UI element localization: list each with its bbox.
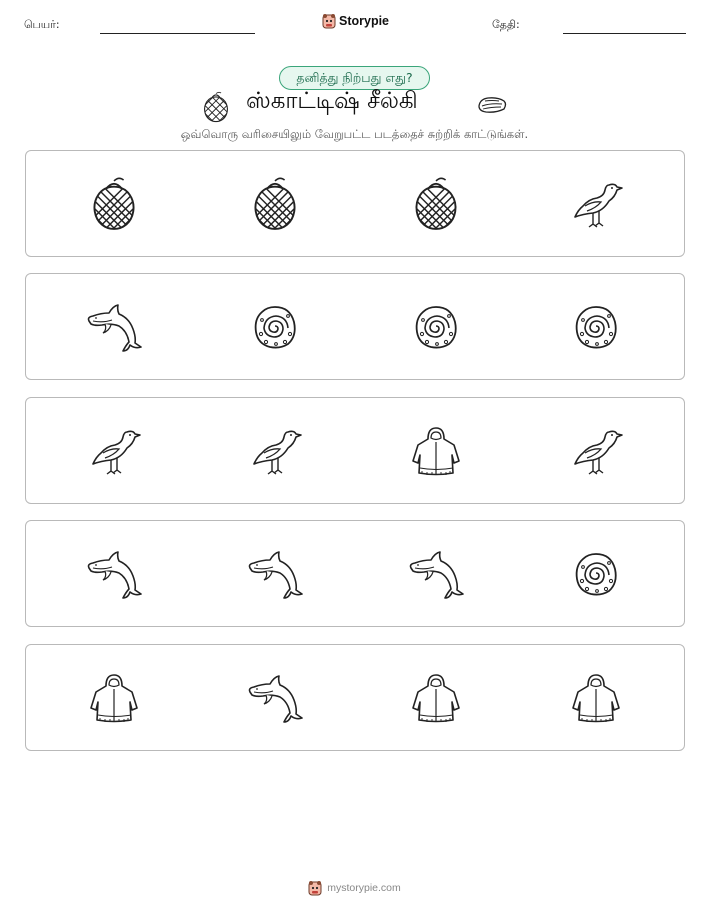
row-item-hooded-cloak[interactable] [406,645,466,750]
net-bag-icon [251,177,299,231]
row-item-net-bag[interactable] [84,151,144,256]
row-item-dolphin[interactable] [406,521,466,626]
brand-name: Storypie [339,14,390,28]
footer-url[interactable]: mystorypie.com [327,882,401,894]
row-item-net-bag[interactable] [245,151,305,256]
net-bag-icon [202,91,230,127]
net-bag-icon [90,177,138,231]
name-label: பெயர்: [24,18,60,31]
net-bag-icon [412,177,460,231]
instruction-text: ஒவ்வொரு வரிசையிலும் வேறுபட்ட படத்தைச் சுற்றிக் காட்டுங்கள். [180,127,529,141]
dolphin-icon [246,672,304,724]
row-item-dolphin[interactable] [84,274,144,379]
row-item-shell[interactable] [245,274,305,379]
dolphin-icon [246,548,304,600]
row-item-seagull[interactable] [566,398,626,503]
dolphin-icon [85,548,143,600]
seal-skin-icon [476,94,508,120]
row-item-dolphin[interactable] [245,645,305,750]
dolphin-icon [85,301,143,353]
shell-icon [573,304,619,350]
row-item-dolphin[interactable] [245,521,305,626]
brand-logo [322,13,389,29]
row-item-seagull[interactable] [84,398,144,503]
picture-row-3 [25,397,685,504]
name-line[interactable] [100,33,255,34]
hooded-cloak-icon [88,672,140,724]
row-item-hooded-cloak[interactable] [566,645,626,750]
hooded-cloak-icon [410,672,462,724]
seagull-icon [569,424,623,478]
shell-icon [252,304,298,350]
row-item-dolphin[interactable] [84,521,144,626]
hooded-cloak-icon [570,672,622,724]
dolphin-icon [407,548,465,600]
date-line[interactable] [563,33,686,34]
row-item-seagull[interactable] [245,398,305,503]
row-item-hooded-cloak[interactable] [84,645,144,750]
footer [0,880,709,896]
picture-row-5 [25,644,685,751]
shell-icon [573,551,619,597]
picture-row-2 [25,273,685,380]
seagull-icon [569,177,623,231]
title-row [0,88,709,124]
row-item-seagull[interactable] [566,151,626,256]
row-item-shell[interactable] [566,521,626,626]
page-title: ஸ்காட்டிஷ் சீல்கி [246,88,418,114]
storypie-mascot-icon [308,880,322,896]
date-label: தேதி: [492,18,520,31]
row-item-shell[interactable] [566,274,626,379]
row-item-shell[interactable] [406,274,466,379]
picture-row-1 [25,150,685,257]
row-item-net-bag[interactable] [406,151,466,256]
seagull-icon [87,424,141,478]
worksheet-header [0,0,709,50]
picture-row-4 [25,520,685,627]
storypie-mascot-icon [322,13,336,29]
hooded-cloak-icon [410,425,462,477]
row-item-hooded-cloak[interactable] [406,398,466,503]
odd-one-out-badge: தனித்து நிற்பது எது? [279,66,430,90]
shell-icon [413,304,459,350]
seagull-icon [248,424,302,478]
